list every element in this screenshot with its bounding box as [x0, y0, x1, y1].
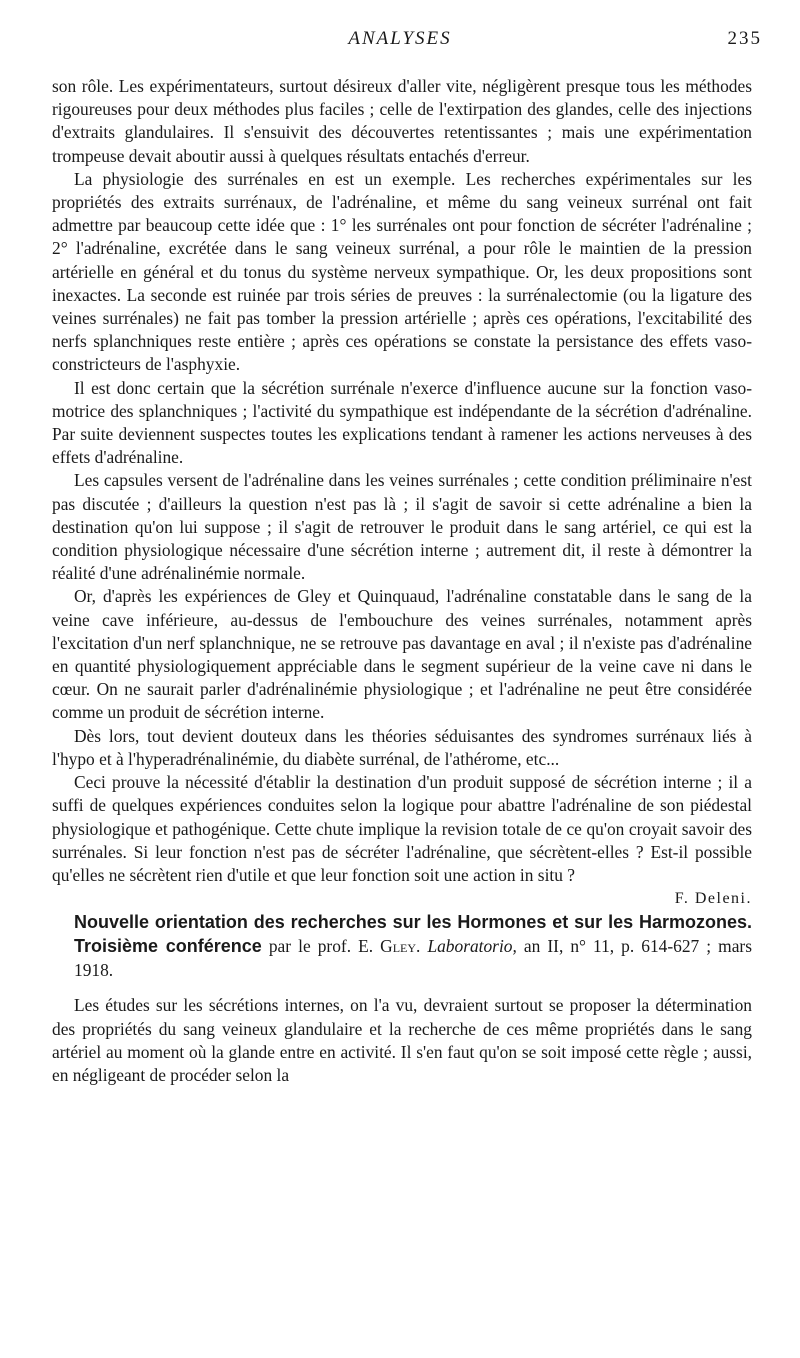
paragraph: Les capsules versent de l'adrénaline dans les veines surrénales ; cette condition préliminaire n'est pas discutée ; d'ailleurs la question n'est pas là ; il s'agit de savoir si cette adrénaline a bien la destination qu'on lui suppose ; il s'agit de retrouver le produit dans le sang artériel, ce qui est la condition physiologique nécessaire d'une sécrétion interne ; autrement dit, il reste à démontrer la réalité d'une adrénalinémie normale. — [52, 470, 752, 584]
paragraph: Il est donc certain que la sécrétion surrénale n'exerce d'influence aucune sur la fonction vaso-motrice des splanchniques ; l'activité du sympathique est indépendante de la sécrétion d'adrénaline. Par suite deviennent suspectes toutes les explications tendant à ramener les actions nerveuses à des effets d'adrénaline. — [52, 377, 752, 468]
running-title: ANALYSES — [348, 28, 452, 49]
paragraph: Or, d'après les expériences de Gley et Quinquaud, l'adrénaline constatable dans le sang de la veine cave inférieure, au-dessus de l'embouchure des veines surrénales, notamment après l'excitation d'un nerf splanchnique, ne se retrouve pas davantage en aval ; il n'existe pas d'adrénaline en quantité physiologiquement appréciable dans le segment supérieur de la veine cave ni dans le cœur. On ne saurait parler d'adrénalinémie physiologique ; et l'adrénaline ne peut être considérée comme un produit de sécrétion interne. — [52, 586, 752, 723]
paragraph: Les études sur les sécrétions internes, on l'a vu, devraient surtout se proposer la détermination des propriétés du sang veineux glandulaire et la recherche de ces même propriétés dans le sang artériel au moment où la glande entre en activité. Il s'en faut qu'on se soit imposé cette règle ; aussi, en négligeant de procéder selon la — [52, 995, 752, 1085]
article-heading — [52, 910, 752, 982]
paragraph: Ceci prouve la nécessité d'établir la destination d'un produit supposé de sécrétion interne ; il a suffi de quelques expériences conduites selon la logique pour abattre l'adrénaline de son piédestal physiologique et pathogénique. Cette chute implique la revision totale de ce qu'on croyait savoir des surrénales. Si leur fonction n'est pas de sécréter l'adrénaline, que sécrètent-elles ? Est-il possible qu'elles ne sécrètent rien d'utile et que leur fonction soit une action in situ ? — [52, 772, 752, 885]
paragraph: son rôle. Les expérimentateurs, surtout désireux d'aller vite, négligèrent presque tous les méthodes rigoureuses pour deux méthodes plus faciles ; celle de l'extirpation des glandes, celle des injections d'extraits glandulaires. Il s'ensuivit des découvertes retentissantes ; mais une expérimentation trompeuse devait aboutir aussi à quelques résultats entachés d'erreur. — [52, 76, 752, 166]
text-body — [52, 75, 752, 1087]
article-author: E. Gley. — [358, 936, 421, 957]
paragraph: Dès lors, tout devient douteux dans les théories séduisantes des syndromes surrénaux liés à l'hypo et à l'hyperadrénalinémie, du diabète surrénal, de l'athérome, etc... — [52, 725, 752, 769]
article-title: Nouvelle orientation des recherches sur les Hormones et sur les Harmozones. Troisième conférence — [74, 912, 752, 957]
page-number: 235 — [727, 28, 762, 49]
article-journal: Laboratorio, — [427, 936, 517, 957]
article-by: par le prof. — [268, 936, 352, 957]
paragraph: La physiologie des surrénales en est un exemple. Les recherches expérimentales sur les propriétés des extraits surrénaux, de l'adrénaline, et même du sang veineux surrénal ont fait admettre par beaucoup cette idée que : 1° les surrénales ont pour fonction de sécréter l'adrénaline ; 2° l'adrénaline, excrétée dans le sang veineux surrénal, a pour rôle le maintien de la pression artérielle en général et du tonus du système nerveux sympathique. Or, les deux propositions sont inexactes. La seconde est ruinée par trois séries de preuves : la surrénalectomie (ou la ligature des veines surrénales) ne fait pas tomber la pression artérielle ; après ces opérations, l'excitabilité des nerfs splanchniques reste entière ; après ces opérations se constate la persistance des effets vaso-constricteurs de l'asphyxie. — [52, 168, 752, 375]
review-signature: F. Deleni. — [674, 890, 752, 908]
running-head — [0, 28, 800, 58]
article-citation: an II, n° 11, p. 614-627 ; mars 1918. — [74, 936, 752, 981]
